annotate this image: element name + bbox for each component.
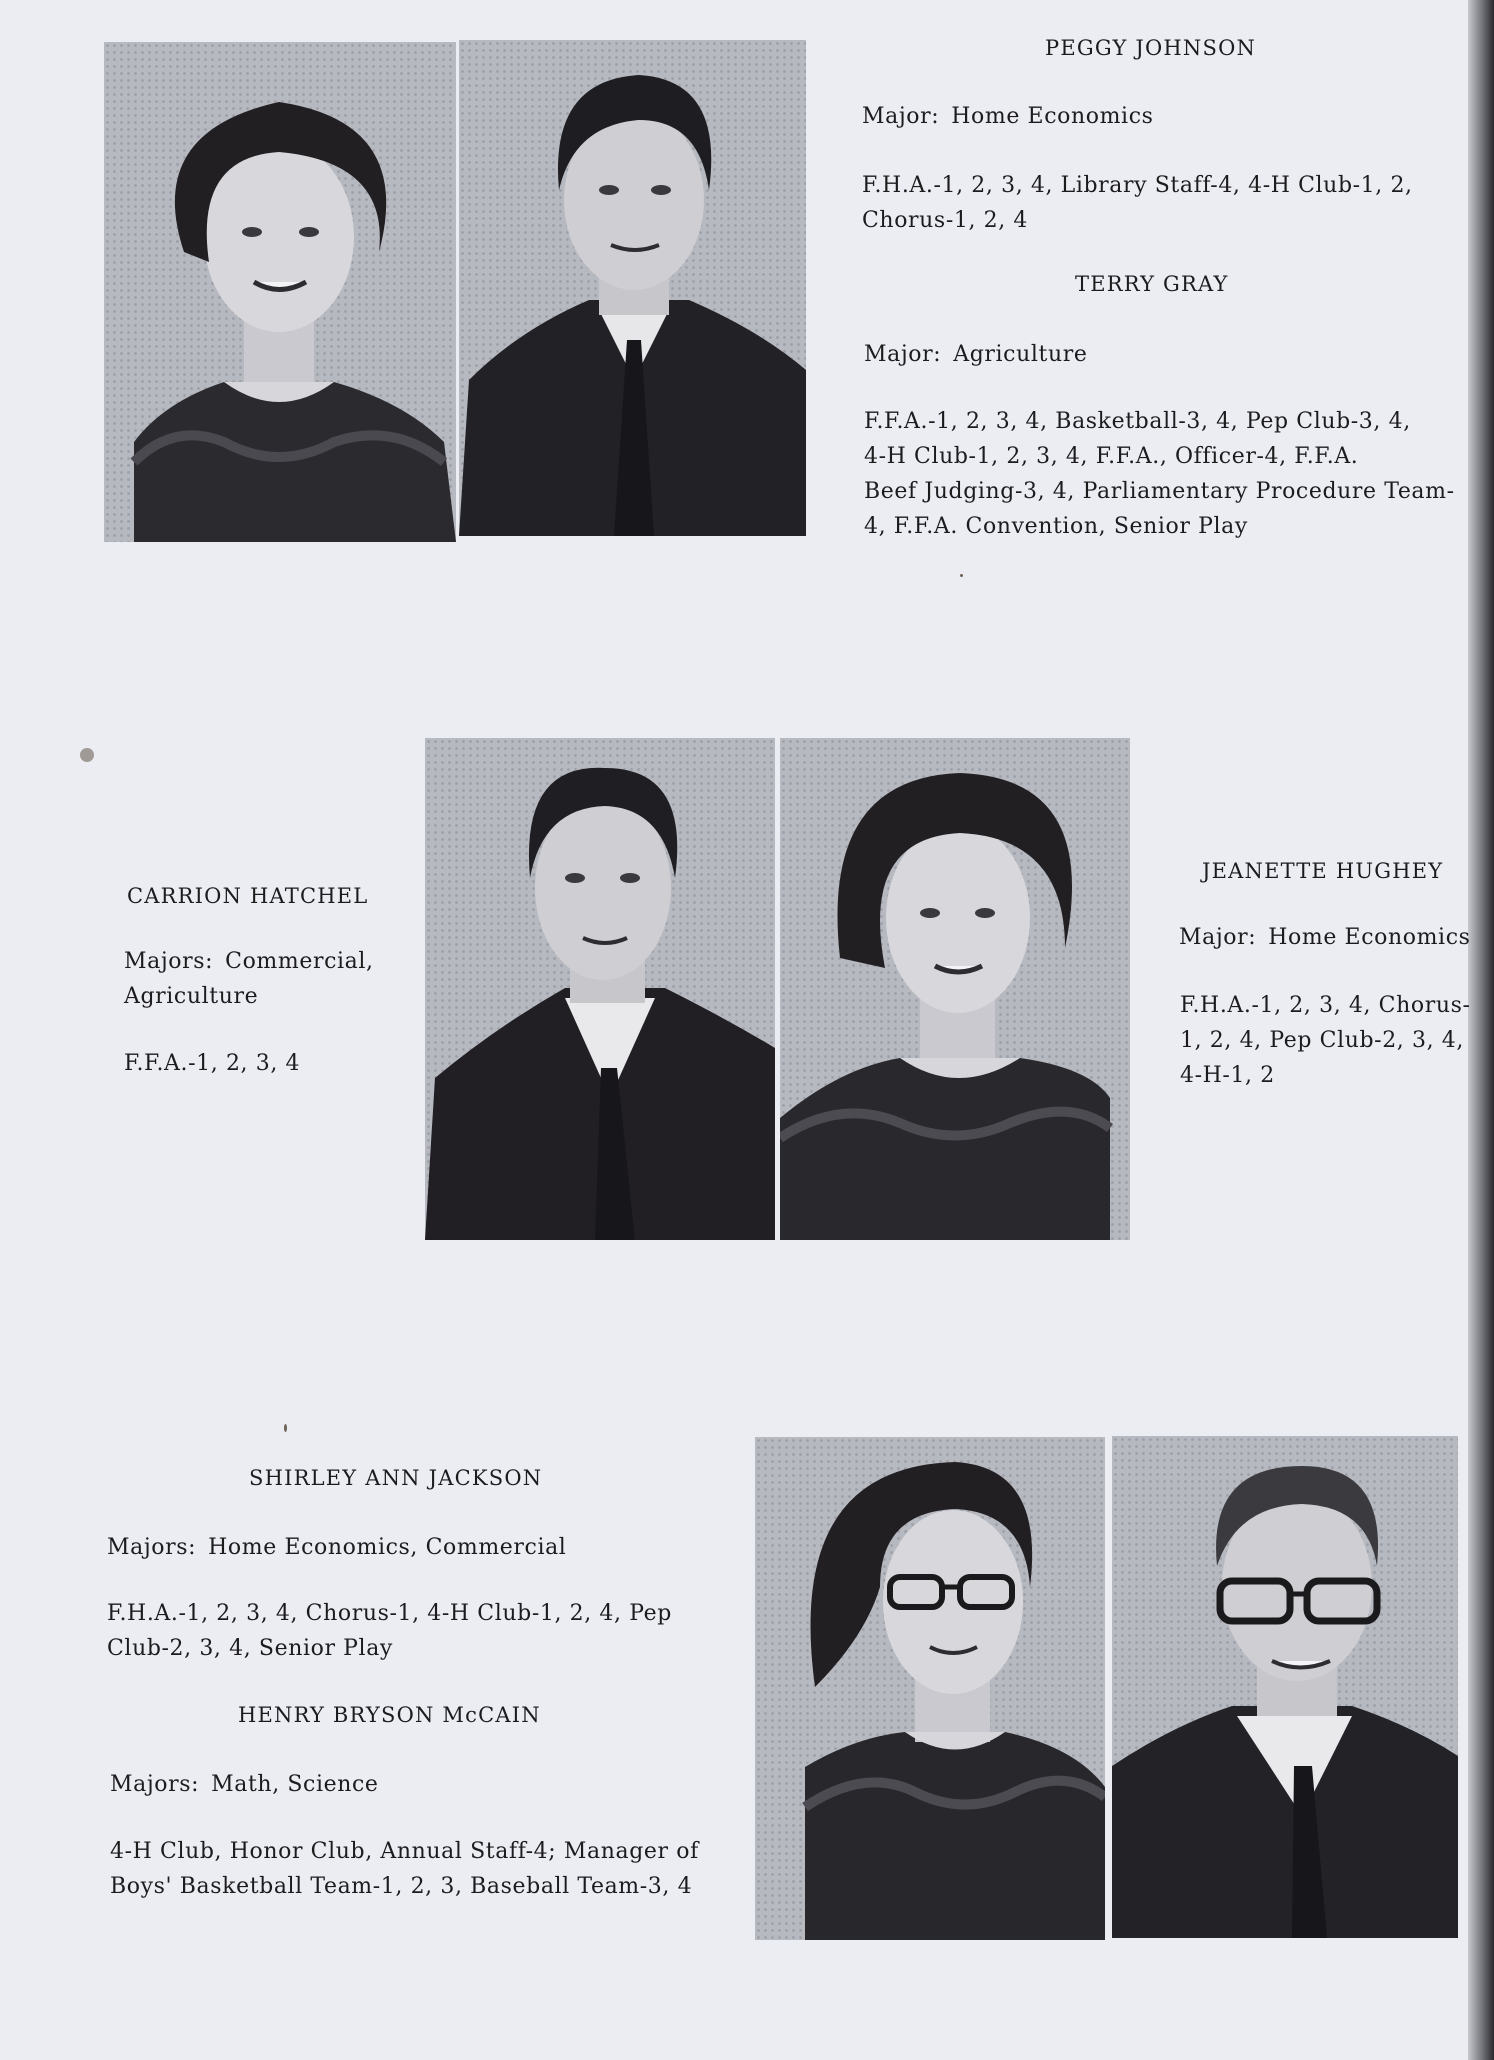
male-portrait-icon	[1112, 1436, 1458, 1938]
student-major-jeanette-hughey	[1179, 925, 1471, 950]
portrait-photo-peggy-johnson	[104, 42, 456, 542]
student-activities-shirley-ann-jackson	[107, 1596, 672, 1666]
student-name-henry-bryson-mccain: HENRY BRYSON McCAIN	[238, 1703, 541, 1727]
activity-line: 4, F.F.A. Convention, Senior Play	[864, 514, 1248, 539]
major-value: Home Economics	[951, 104, 1154, 129]
student-name-carrion-hatchel: CARRION HATCHEL	[127, 884, 369, 908]
major-label: Major:	[1179, 925, 1257, 950]
activity-line: Beef Judging-3, 4, Parliamentary Procedure Team-	[864, 479, 1455, 504]
major-value: Home Economics, Commercial	[208, 1535, 567, 1560]
student-major-terry-gray	[864, 342, 1087, 367]
activity-line: 4-H Club, Honor Club, Annual Staff-4; Manager of	[110, 1839, 699, 1864]
student-activities-peggy-johnson	[862, 168, 1413, 238]
activity-line: F.F.A.-1, 2, 3, 4	[124, 1051, 301, 1076]
major-label: Majors:	[124, 949, 214, 974]
portrait-photo-henry-bryson-mccain	[1112, 1436, 1458, 1938]
activity-line: F.F.A.-1, 2, 3, 4, Basketball-3, 4, Pep Club-3, 4,	[864, 409, 1411, 434]
major-value: Home Economics	[1268, 925, 1471, 950]
female-portrait-icon	[755, 1437, 1105, 1940]
portrait-photo-shirley-ann-jackson	[755, 1437, 1105, 1940]
activity-line: F.H.A.-1, 2, 3, 4, Library Staff-4, 4-H Club-1, 2,	[862, 173, 1413, 198]
page-edge-shadow	[1468, 0, 1494, 2060]
male-portrait-icon	[459, 40, 806, 536]
student-major-peggy-johnson	[862, 104, 1154, 129]
portrait-photo-jeanette-hughey	[780, 738, 1130, 1240]
student-activities-carrion-hatchel	[124, 1046, 300, 1081]
student-name-jeanette-hughey: JEANETTE HUGHEY	[1202, 859, 1444, 883]
activity-line: Club-2, 3, 4, Senior Play	[107, 1636, 393, 1661]
student-name-terry-gray: TERRY GRAY	[1075, 272, 1229, 296]
portrait-photo-terry-gray	[459, 40, 806, 536]
student-name-peggy-johnson: PEGGY JOHNSON	[1045, 36, 1257, 60]
major-value: Math, Science	[211, 1772, 379, 1797]
student-activities-jeanette-hughey	[1180, 988, 1471, 1093]
activity-line: F.H.A.-1, 2, 3, 4, Chorus-1, 4-H Club-1, 2, 4, Pep	[107, 1601, 672, 1626]
major-value: Agriculture	[124, 984, 259, 1009]
activity-line: 4-H-1, 2	[1180, 1063, 1275, 1088]
major-value: Agriculture	[953, 342, 1088, 367]
male-portrait-icon	[425, 738, 775, 1240]
portrait-photo-carrion-hatchel	[425, 738, 775, 1240]
paper-speck	[80, 748, 94, 762]
activity-line: 4-H Club-1, 2, 3, 4, F.F.A., Officer-4, F.F.A.	[864, 444, 1359, 469]
major-label: Majors:	[107, 1535, 197, 1560]
activity-line: F.H.A.-1, 2, 3, 4, Chorus-	[1180, 993, 1471, 1018]
student-activities-henry-bryson-mccain	[110, 1834, 699, 1904]
major-label: Majors:	[110, 1772, 200, 1797]
activity-line: Boys' Basketball Team-1, 2, 3, Baseball Team-3, 4	[110, 1874, 693, 1899]
major-value: Commercial,	[225, 949, 374, 974]
major-label: Major:	[862, 104, 940, 129]
student-activities-terry-gray	[864, 404, 1455, 544]
activity-line: Chorus-1, 2, 4	[862, 208, 1029, 233]
major-label: Major:	[864, 342, 942, 367]
female-portrait-icon	[780, 738, 1130, 1240]
student-major-henry-bryson-mccain	[110, 1772, 379, 1797]
paper-speck	[284, 1424, 287, 1432]
paper-speck	[960, 574, 963, 577]
student-major-shirley-ann-jackson	[107, 1535, 566, 1560]
student-major-carrion-hatchel	[124, 944, 374, 1014]
female-portrait-icon	[104, 42, 456, 542]
student-name-shirley-ann-jackson: SHIRLEY ANN JACKSON	[249, 1466, 543, 1490]
activity-line: 1, 2, 4, Pep Club-2, 3, 4,	[1180, 1028, 1464, 1053]
